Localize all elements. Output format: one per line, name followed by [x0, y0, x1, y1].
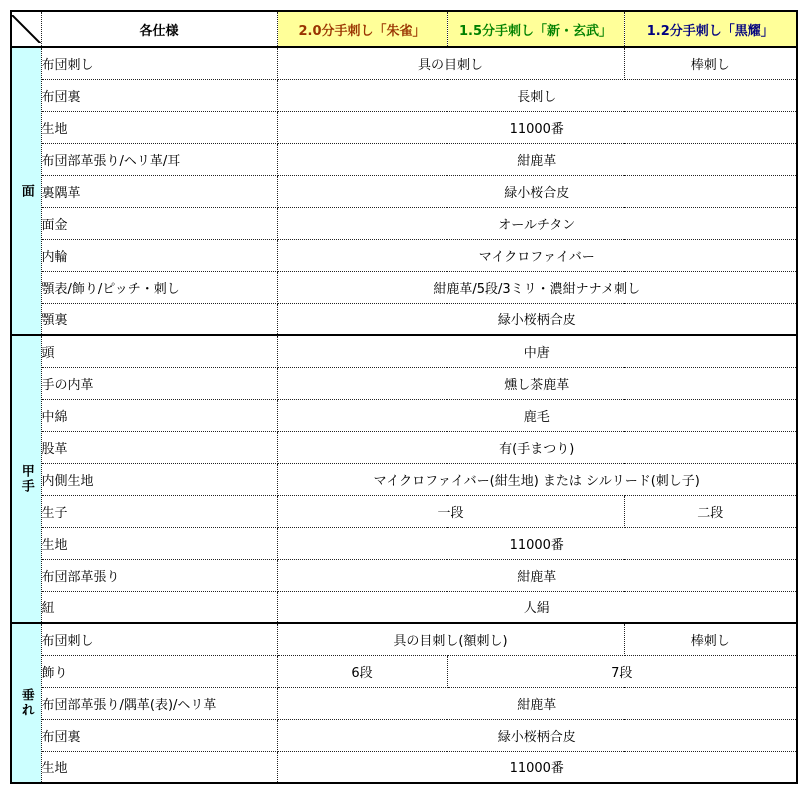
spec-row: [11, 239, 797, 271]
spec-row: [11, 207, 797, 239]
value-cell: 緑小桜合皮: [277, 175, 797, 207]
spec-row: [11, 527, 797, 559]
spec-row: [11, 399, 797, 431]
spec-row: [11, 751, 797, 783]
value-cell: 棒刺し: [624, 623, 797, 655]
value-cell: 中唐: [277, 335, 797, 367]
spec-row: [11, 79, 797, 111]
product-header-shin-genbu: 1.5分手刺し「新・玄武」: [447, 11, 624, 47]
header-row: [11, 11, 797, 47]
row-label: 手の内革: [41, 367, 277, 399]
row-label: 生地: [41, 111, 277, 143]
product-header-kokuyou: 1.2分手刺し「黒耀」: [624, 11, 797, 47]
row-label: 布団刺し: [41, 47, 277, 79]
row-label: 内輪: [41, 239, 277, 271]
spec-row: [11, 367, 797, 399]
value-cell: 一段: [277, 495, 624, 527]
row-label: 生地: [41, 751, 277, 783]
diagonal-slash-icon: [12, 15, 41, 44]
row-label: 紐: [41, 591, 277, 623]
spec-row: [11, 463, 797, 495]
value-cell: 鹿毛: [277, 399, 797, 431]
spec-table-body: [11, 47, 797, 783]
row-label: 布団部革張り/ヘリ革/耳: [41, 143, 277, 175]
value-cell: 緑小桜柄合皮: [277, 303, 797, 335]
value-cell: オールチタン: [277, 207, 797, 239]
row-label: 股革: [41, 431, 277, 463]
spec-row: [11, 111, 797, 143]
spec-row: [11, 559, 797, 591]
spec-row: [11, 719, 797, 751]
value-cell: 具の目刺し: [277, 47, 624, 79]
corner-cell: [11, 11, 41, 47]
row-label: 布団部革張り/隅革(表)/ヘリ革: [41, 687, 277, 719]
value-cell: 緑小桜柄合皮: [277, 719, 797, 751]
spec-row: [11, 271, 797, 303]
row-label: 布団裏: [41, 719, 277, 751]
spec-table-container: [10, 10, 798, 784]
spec-row: [11, 655, 797, 687]
value-cell: 7段: [447, 655, 797, 687]
row-label: 布団部革張り: [41, 559, 277, 591]
section-label: 垂れ: [11, 623, 41, 783]
row-label: 頭: [41, 335, 277, 367]
value-cell: マイクロファイバー: [277, 239, 797, 271]
value-cell: 燻し茶鹿革: [277, 367, 797, 399]
value-cell: 紺鹿革: [277, 559, 797, 591]
row-label: 面金: [41, 207, 277, 239]
value-cell: 11000番: [277, 111, 797, 143]
product-header-suzaku: 2.0分手刺し「朱雀」: [277, 11, 447, 47]
value-cell: 紺鹿革: [277, 143, 797, 175]
row-label: 顎裏: [41, 303, 277, 335]
spec-row: [11, 495, 797, 527]
value-cell: 11000番: [277, 751, 797, 783]
spec-table: [10, 10, 798, 784]
spec-row: [11, 303, 797, 335]
spec-row: [11, 335, 797, 367]
value-cell: 6段: [277, 655, 447, 687]
value-cell: 人絹: [277, 591, 797, 623]
row-label: 布団裏: [41, 79, 277, 111]
row-label: 生子: [41, 495, 277, 527]
row-label: 飾り: [41, 655, 277, 687]
value-cell: マイクロファイバー(紺生地) または シルリード(刺し子): [277, 463, 797, 495]
row-label: 裏隅革: [41, 175, 277, 207]
section-label: 面: [11, 47, 41, 335]
spec-header-label: 各仕様: [41, 11, 277, 47]
section-label: 甲手: [11, 335, 41, 623]
row-label: 内側生地: [41, 463, 277, 495]
row-label: 中綿: [41, 399, 277, 431]
spec-row: [11, 591, 797, 623]
value-cell: 11000番: [277, 527, 797, 559]
row-label: 顎表/飾り/ピッチ・刺し: [41, 271, 277, 303]
spec-row: [11, 175, 797, 207]
value-cell: 紺鹿革/5段/3ミリ・濃紺ナナメ刺し: [277, 271, 797, 303]
value-cell: 有(手まつり): [277, 431, 797, 463]
value-cell: 紺鹿革: [277, 687, 797, 719]
value-cell: 具の目刺し(額刺し): [277, 623, 624, 655]
row-label: 生地: [41, 527, 277, 559]
spec-row: [11, 47, 797, 79]
row-label: 布団刺し: [41, 623, 277, 655]
value-cell: 長刺し: [277, 79, 797, 111]
spec-row: [11, 143, 797, 175]
spec-row: [11, 687, 797, 719]
spec-row: [11, 431, 797, 463]
value-cell: 二段: [624, 495, 797, 527]
value-cell: 棒刺し: [624, 47, 797, 79]
spec-row: [11, 623, 797, 655]
